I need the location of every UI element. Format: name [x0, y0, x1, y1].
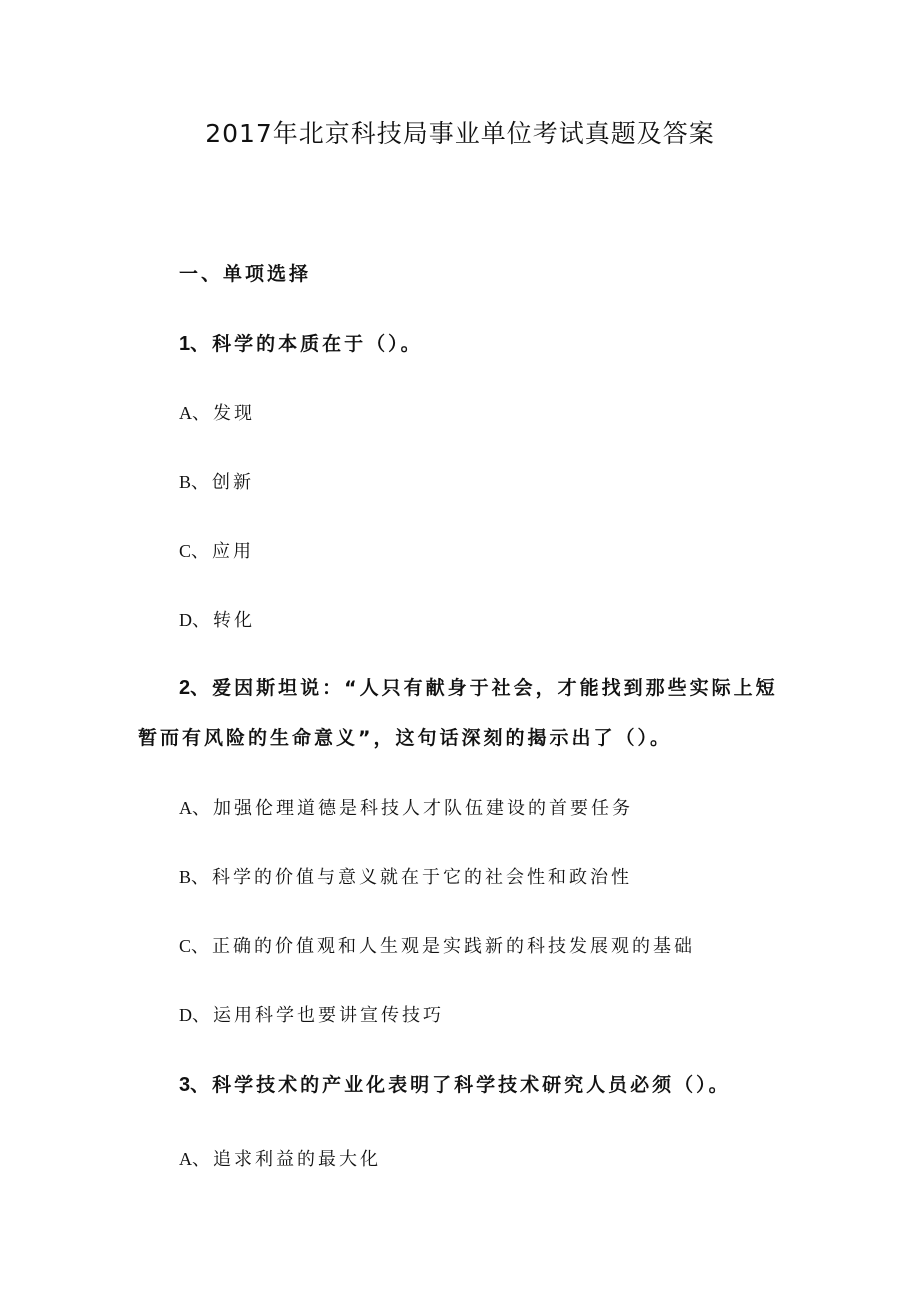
question-text: 、爱因斯坦说：“人只有献身于社会，才能找到那些实际上短暂而有风险的生命意义”，这句话深刻的揭示出了（）。	[138, 677, 778, 749]
question-3-option-a	[179, 1145, 381, 1174]
question-number: 2	[179, 677, 191, 699]
question-2-option-b	[179, 863, 632, 892]
option-letter: A	[179, 798, 192, 818]
option-text: 、创新	[191, 472, 255, 493]
option-text: 、应用	[191, 541, 255, 562]
option-letter: B	[179, 472, 192, 492]
question-1-option-d	[179, 606, 255, 635]
question-2-option-d	[179, 1001, 444, 1030]
question-2-option-c	[179, 932, 695, 961]
option-text: 、加强伦理道德是科技人才队伍建设的首要任务	[192, 798, 633, 819]
option-letter: B	[179, 867, 192, 887]
question-1-option-c	[179, 537, 254, 566]
option-text: 、运用科学也要讲宣传技巧	[192, 1005, 444, 1026]
option-text: 、科学的价值与意义就在于它的社会性和政治性	[191, 867, 633, 888]
question-number: 3	[179, 1074, 191, 1096]
option-letter: D	[179, 610, 192, 630]
question-1-option-b	[179, 468, 254, 497]
option-letter: A	[179, 1149, 192, 1169]
option-letter: A	[179, 403, 192, 423]
option-letter: C	[179, 936, 192, 956]
section-heading: 一、单项选择	[179, 263, 312, 285]
question-text: 、科学技术的产业化表明了科学技术研究人员必须（）。	[190, 1074, 731, 1096]
question-2-option-a	[179, 794, 633, 823]
question-1-option-a	[179, 399, 255, 428]
option-letter: D	[179, 1005, 192, 1025]
question-2	[138, 663, 798, 763]
option-text: 、转化	[192, 610, 255, 631]
option-text: 、发现	[192, 403, 255, 424]
option-text: 、正确的价值观和人生观是实践新的科技发展观的基础	[191, 936, 696, 957]
option-letter: C	[179, 541, 192, 561]
question-number: 1	[179, 333, 191, 355]
question-3	[138, 1071, 798, 1099]
option-text: 、追求利益的最大化	[192, 1149, 381, 1170]
question-1	[138, 330, 798, 358]
question-text: 、科学的本质在于（）。	[190, 333, 423, 355]
page-title: 2017年北京科技局事业单位考试真题及答案	[205, 119, 715, 148]
